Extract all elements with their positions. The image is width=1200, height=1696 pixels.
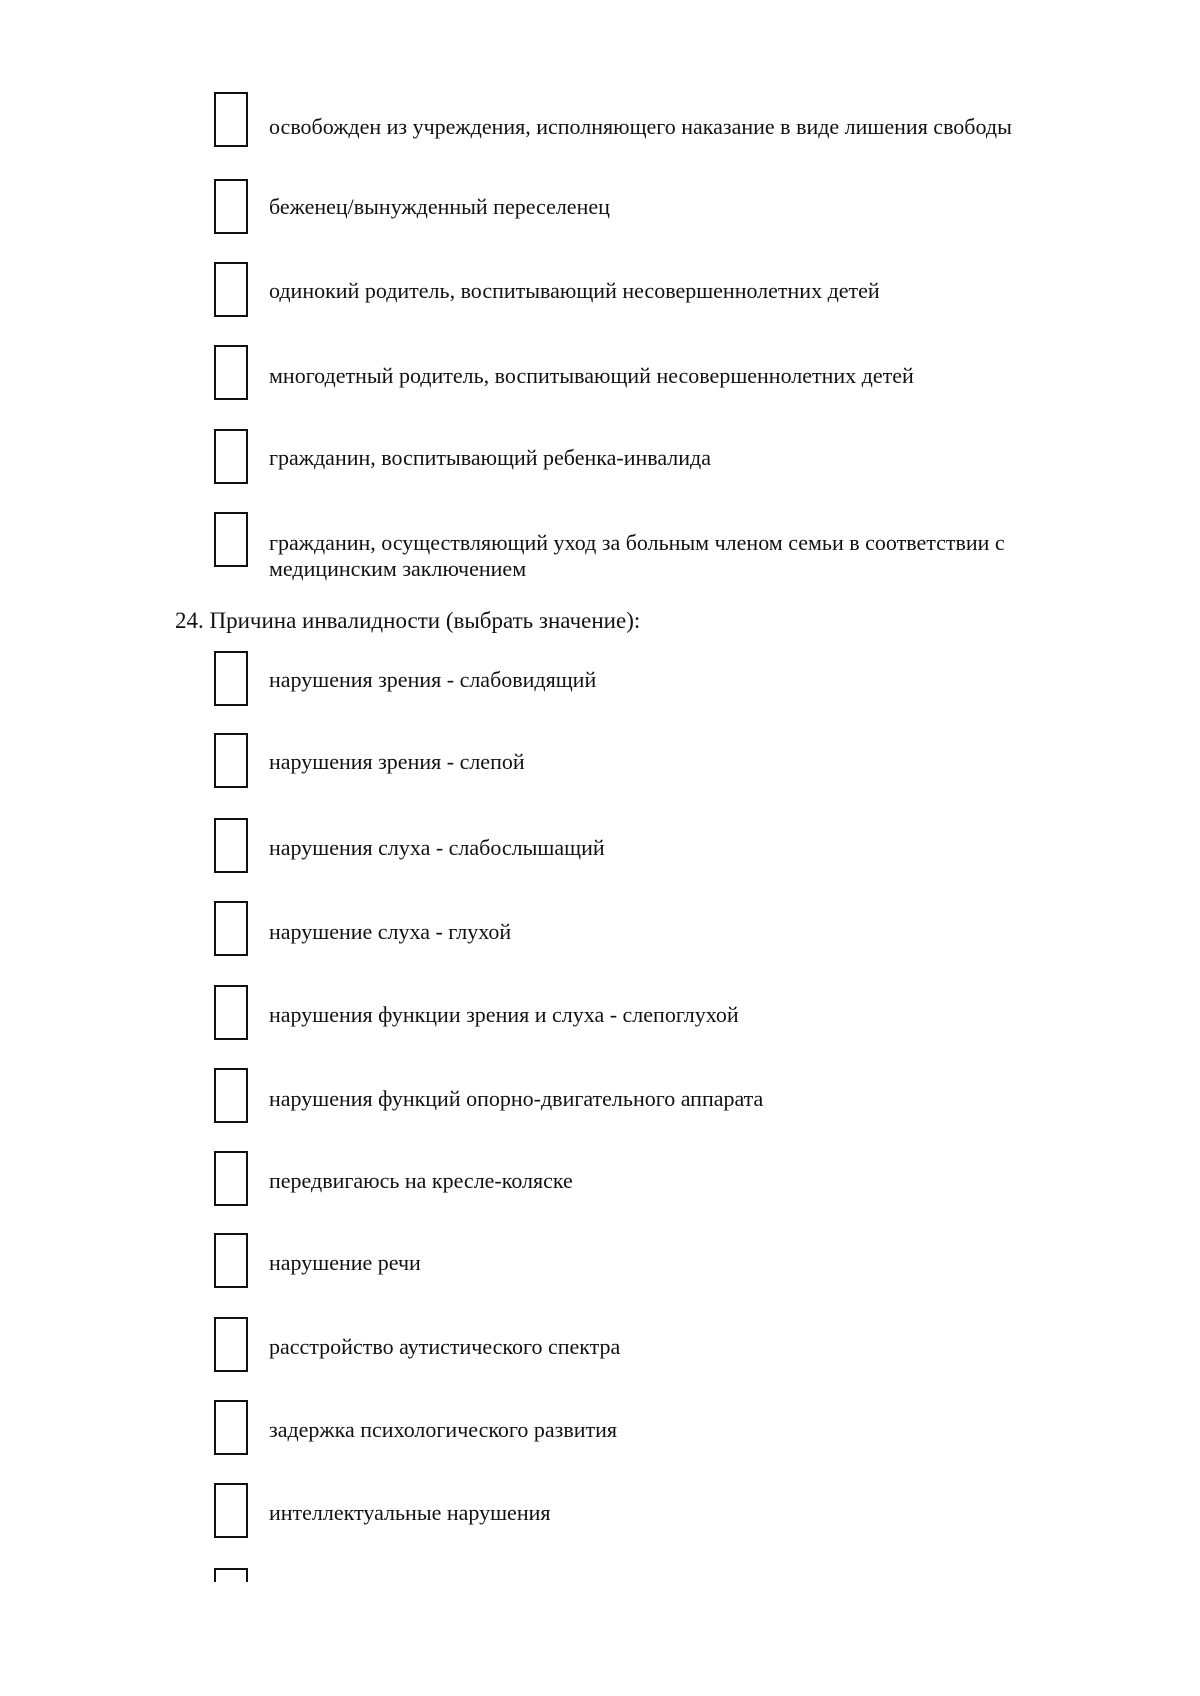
option-label: беженец/вынужденный переселенец (269, 194, 610, 219)
option-label: одинокий родитель, воспитывающий несовершеннолетних детей (269, 278, 880, 303)
option-checkbox[interactable] (214, 1400, 248, 1455)
option-checkbox[interactable] (214, 818, 248, 873)
option-label: нарушения слуха - слабослышащий (269, 835, 605, 860)
option-label: нарушение речи (269, 1250, 421, 1275)
option-label: расстройство аутистического спектра (269, 1334, 621, 1359)
option-label: многодетный родитель, воспитывающий несовершеннолетних детей (269, 363, 914, 388)
option-checkbox[interactable] (214, 901, 248, 956)
option-label: интеллектуальные нарушения (269, 1500, 551, 1525)
option-label: нарушения зрения - слабовидящий (269, 667, 597, 692)
option-label: нарушения зрения - слепой (269, 749, 525, 774)
option-label: нарушения функций опорно-двигательного аппарата (269, 1086, 764, 1111)
option-checkbox[interactable] (214, 512, 248, 567)
section-title: 24. Причина инвалидности (выбрать значение): (175, 608, 641, 633)
option-checkbox[interactable] (214, 1317, 248, 1372)
option-checkbox-partial[interactable] (214, 1568, 248, 1582)
option-label: нарушение слуха - глухой (269, 919, 512, 944)
option-label: нарушения функции зрения и слуха - слепоглухой (269, 1002, 739, 1027)
option-checkbox[interactable] (214, 651, 248, 706)
option-checkbox[interactable] (214, 1068, 248, 1123)
option-checkbox[interactable] (214, 179, 248, 234)
option-checkbox[interactable] (214, 262, 248, 317)
option-checkbox[interactable] (214, 345, 248, 400)
option-label: гражданин, осуществляющий уход за больным членом семьи в соответствии с медицинским заключением (269, 530, 1005, 581)
option-checkbox[interactable] (214, 429, 248, 484)
option-checkbox[interactable] (214, 985, 248, 1040)
option-label: передвигаюсь на кресле-коляске (269, 1168, 573, 1193)
option-checkbox[interactable] (214, 1483, 248, 1538)
option-checkbox[interactable] (214, 1151, 248, 1206)
option-label: гражданин, воспитывающий ребенка-инвалида (269, 445, 712, 470)
option-checkbox[interactable] (214, 733, 248, 788)
option-checkbox[interactable] (214, 92, 248, 147)
option-label: задержка психологического развития (269, 1417, 618, 1442)
option-label: освобожден из учреждения, исполняющего наказание в виде лишения свободы (269, 114, 1012, 139)
option-checkbox[interactable] (214, 1233, 248, 1288)
